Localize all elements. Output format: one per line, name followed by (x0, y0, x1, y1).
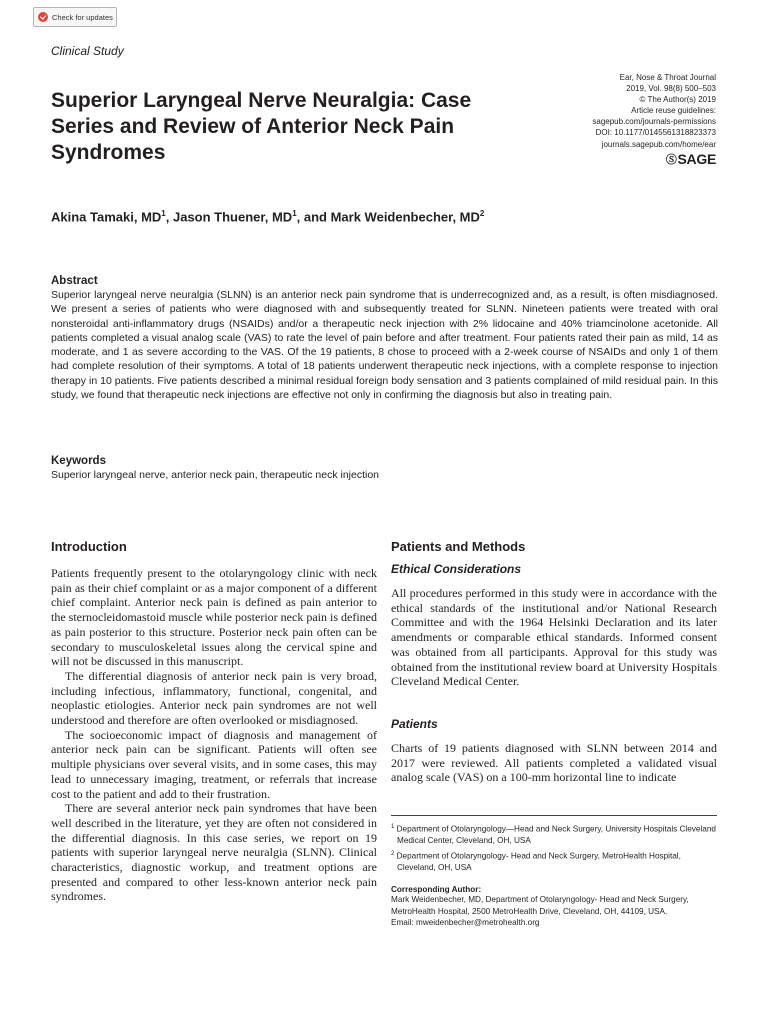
left-column (51, 539, 377, 904)
patients-text: Charts of 19 patients diagnosed with SLNN between 2014 and 2017 were reviewed. All patients completed a validated visual analog scale (VAS) on a 100-mm horizontal line to indicate (391, 740, 717, 785)
corresponding-author-address: Mark Weidenbecher, MD, Department of Otolaryngology- Head and Neck Surgery, MetroHealth Hospital, 2500 MetroHealth Drive, Cleveland, OH, 44109, USA. (391, 895, 689, 916)
author-affiliation-mark: 1 (161, 209, 166, 218)
sage-logo-text: SAGE (677, 151, 716, 167)
affiliation-footnote (391, 822, 717, 847)
check-for-updates-label: Check for updates (52, 12, 113, 22)
journal-volume: 2019, Vol. 98(8) 500–503 (626, 84, 716, 94)
author-name: Mark Weidenbecher, MD (330, 209, 480, 225)
footnote-mark: 2 (391, 850, 395, 857)
keywords-heading: Keywords (51, 455, 106, 467)
footnote-text: Department of Otolaryngology- Head and Neck Surgery, MetroHealth Hospital, Cleveland, OH, USA (396, 851, 681, 872)
copyright: © The Author(s) 2019 (639, 95, 716, 105)
permissions-link[interactable]: sagepub.com/journals-permissions (592, 117, 716, 127)
ethical-considerations-text: All procedures performed in this study were in accordance with the ethical standards of the institutional and/or National Research Committee and with the 1964 Helsinki Declaration and its later amendments or comparable ethical standards. Informed consent was obtained from all participants. Approval for this study was obtained from the institutional review board at University Hospitals Cleveland Medical Center. (391, 586, 717, 689)
intro-paragraph: The differential diagnosis of anterior neck pain is very broad, including infectious, inflammatory, functional, congenital, and neoplastic etiologies. Anterior neck pain syndromes are not well understood and therefore are often overlooked or misdiagnosed. (51, 668, 377, 728)
article-title: Superior Laryngeal Nerve Neuralgia: Case Series and Review of Anterior Neck Pain Syndromes (51, 89, 472, 164)
right-column (391, 539, 717, 785)
corresponding-author (391, 885, 717, 929)
keywords (51, 455, 718, 482)
author-separator: , (165, 209, 173, 225)
ethical-considerations-heading: Ethical Considerations (391, 562, 522, 576)
author-affiliation-mark: 2 (479, 209, 485, 218)
author-name: Akina Tamaki, MD (51, 209, 162, 225)
abstract-text: Superior laryngeal nerve neuralgia (SLNN) is an anterior neck pain syndrome that is underrecognized and, as a result, is often misdiagnosed. We present a series of patients who were diagnosed with and subsequently treated for SLNN. Nineteen patients were treated with oral nonsteroidal anti-inflammatory drugs (NSAIDs) and/or a therapeutic neck injection with 2% lidocaine and 40% triamcinolone acetonide. All patients completed a visual analog scale (VAS) to rate the level of pain before and after treatment. Four patients rated their pain as mild, 14 as moderate, and 1 as severe according to the VAS. Of the 19 patients, 8 chose to proceed with a 2-week course of NSAIDs and only 1 of them had complete resolution of their symptoms. A total of 18 patients underwent therapeutic neck injections, with a complete response to injection therapy in 10 patients. Five patients described a minimal residual foreign body sensation and 3 patients complained of mild residual pain. In this study, we found that therapeutic neck injections are effective not only in confirming the diagnosis but also in treating pain. (51, 289, 718, 402)
author-name: Jason Thuener, MD (172, 209, 293, 225)
author-separator: , and (296, 209, 331, 225)
check-icon (38, 12, 48, 22)
journal-name: Ear, Nose & Throat Journal (619, 73, 716, 82)
abstract (51, 275, 718, 402)
abstract-heading: Abstract (51, 275, 98, 287)
footnotes (391, 815, 717, 929)
author-affiliation-mark: 1 (292, 209, 297, 218)
reuse-guidelines-label: Article reuse guidelines: (631, 106, 716, 116)
journal-info (516, 72, 716, 150)
intro-paragraph: There are several anterior neck pain syndromes that have been well described in the literature, yet they are often not considered in the differential diagnosis. In this case series, we report on 19 patients with superior laryngeal nerve neuralgia (SLNN). Clinical characteristics, diagnostic workup, and treatment options are presented and compared to other less-known anterior neck pain syndromes. (51, 801, 377, 904)
introduction-heading: Introduction (51, 539, 127, 554)
footnote-mark: 1 (391, 824, 395, 830)
journal-home-link[interactable]: journals.sagepub.com/home/ear (601, 139, 716, 149)
section-label: Clinical Study (51, 44, 124, 58)
intro-paragraph: The socioeconomic impact of diagnosis and management of anterior neck pain can be significant. Patients will often see multiple physicians over several visits, and in some cases, this may lead to unnecessary imaging, treatment, or referrals that increase cost to the patient and add to their frustration. (51, 727, 377, 801)
patients-heading: Patients (391, 716, 438, 731)
affiliation-footnote (391, 849, 717, 874)
check-for-updates-badge[interactable] (33, 7, 117, 27)
keywords-text: Superior laryngeal nerve, anterior neck pain, therapeutic neck injection (51, 469, 380, 481)
corresponding-author-email[interactable]: Email: mweidenbecher@metrohealth.org (391, 918, 540, 928)
footnote-text: Department of Otolaryngology—Head and Neck Surgery, University Hospitals Cleveland Medical Center, Cleveland, OH, USA (396, 824, 716, 846)
sage-logo-icon: Ⓢ (665, 154, 677, 166)
corresponding-author-heading: Corresponding Author: (391, 885, 482, 895)
intro-paragraph: Patients frequently present to the otolaryngology clinic with neck pain as their chief complaint or as a major component of a different chief complaint. Anterior neck pain is defined as pain anterior to the sternocleidomastoid muscle while posterior neck pain is defined as pain posterior to this structure. Posterior neck pain often can be secondary to musculoskeletal issues along the cervical spine and will not be discussed in this manuscript. (51, 566, 377, 669)
sage-logo (666, 151, 716, 167)
methods-heading: Patients and Methods (391, 539, 526, 554)
author-list (51, 209, 671, 224)
doi[interactable]: DOI: 10.1177/0145561318823373 (595, 128, 716, 138)
